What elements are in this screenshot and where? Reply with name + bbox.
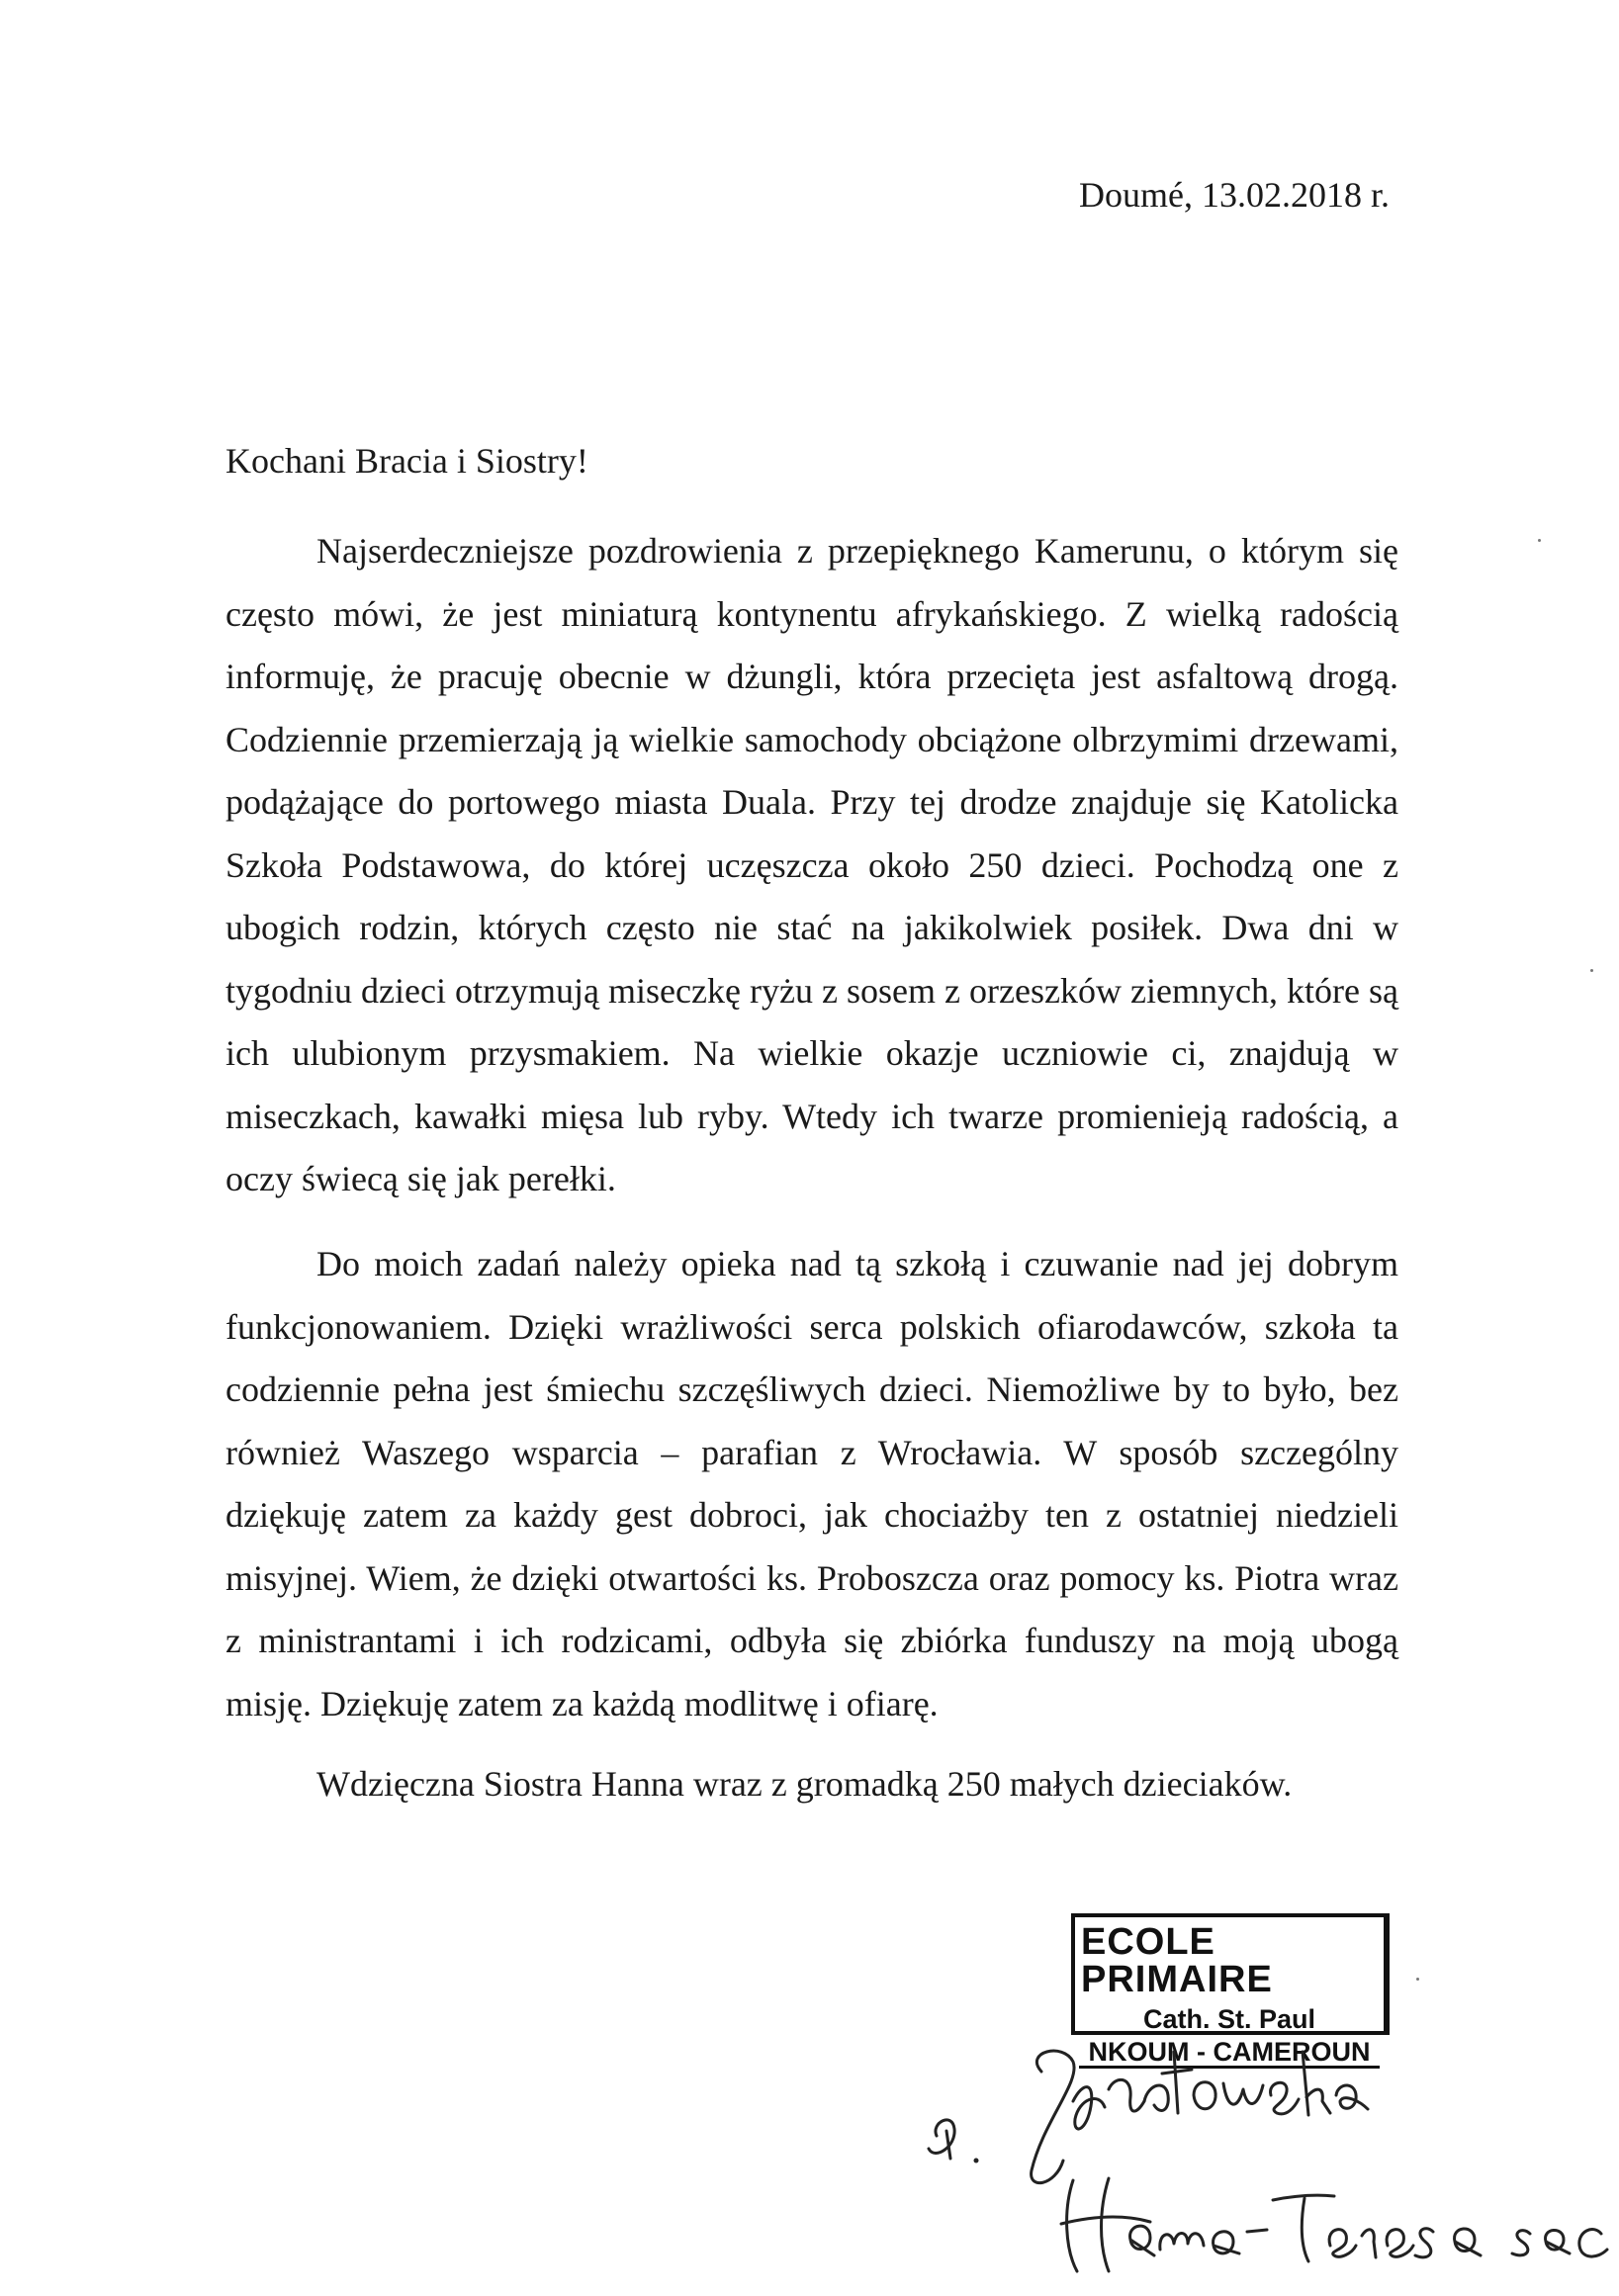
letter-date: Doumé, 13.02.2018 r. — [1079, 175, 1390, 215]
stamp-line-2: Cath. St. Paul — [1142, 2004, 1316, 2034]
letter-greeting: Kochani Bracia i Siostry! — [225, 441, 588, 481]
letter-closing: Wdzięczna Siostra Hanna wraz z gromadką 250 małych dzieciaków. — [316, 1764, 1293, 1804]
letter-paragraph-2: Do moich zadań należy opieka nad tą szkołą i czuwanie nad jej dobrym funkcjonowaniem. Dzięki wrażliwości serca polskich ofiarodawców, szkoła ta codziennie pełna jest śmiechu szczęśliwych dzieci. Niemożliwe by to było, bez również Waszego wsparcia – parafian z Wrocławia. W sposób szczególny dziękuję zatem za każdy gest dobroci, jak chociażby ten z ostatniej niedzieli misyjnej. Wiem, że dzięki otwartości ks. Proboszcza oraz pomocy ks. Piotra wraz z ministrantami i ich rodzicami, odbyła się zbiórka funduszy na moją ubogą misję. Dziękuję zatem za każdą modlitwę i ofiarę. — [225, 1244, 1398, 1723]
handwritten-signature — [925, 2012, 1617, 2279]
scan-speck — [1416, 1978, 1419, 1981]
letter-paragraph-1: Najserdeczniejsze pozdrowienia z przepięknego Kamerunu, o którym się często mówi, że jest miniaturą kontynentu afrykańskiego. Z wielką radością informuję, że pracuję obecnie w dżungli, która przecięta jest asfaltową drogą. Codziennie przemierzają ją wielkie samochody obciążone olbrzymimi drzewami, podążające do portowego miasta Duala. Przy tej drodze znajduje się Katolicka Szkoła Podstawowa, do której uczęszcza około 250 dzieci. Pochodzą one z ubogich rodzin, których często nie stać na jakikolwiek posiłek. Dwa dni w tygodniu dzieci otrzymują miseczkę ryżu z sosem z orzeszków ziemnych, które są ich ulubionym przysmakiem. Na wielkie okazje uczniowie ci, znajdują w miseczkach, kawałki mięsa lub ryby. Wtedy ich twarze promienieją radością, a oczy świecą się jak perełki. — [225, 531, 1398, 1198]
scan-speck — [1590, 969, 1593, 972]
stamp-line-1: ECOLE PRIMAIRE — [1081, 1921, 1273, 2000]
scan-speck — [1538, 539, 1541, 542]
stamp-line-3: NKOUM - CAMEROUN — [1079, 2039, 1380, 2069]
